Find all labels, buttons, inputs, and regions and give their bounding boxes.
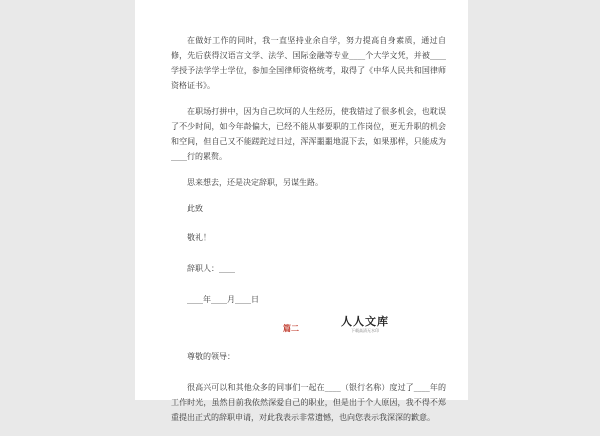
signer-line: 辞职人：____ bbox=[187, 264, 235, 273]
section-two-header bbox=[171, 315, 446, 349]
closing-salutation: 此致 bbox=[187, 204, 203, 213]
renren-wenku-logo bbox=[341, 315, 389, 334]
logo-subtext: 下载高清无水印 bbox=[351, 328, 379, 333]
section-two-title: 篇二 bbox=[283, 323, 299, 333]
document-content bbox=[171, 33, 446, 436]
greeting-line: 尊敬的领导： bbox=[187, 352, 235, 361]
paragraph-self-study: 在做好工作的同时，我一直坚持业余自学，努力提高自身素质，通过自修，先后获得汉语言文学、法学、国际金融等专业____个大学文凭，并被____学授予法学学士学位，参加全国律师资格统考，取得了《中华人民共和国律师资格证书》。 bbox=[171, 36, 446, 90]
paragraph-career: 在职场打拼中，因为自己坎坷的人生经历，使我错过了很多机会，也耽误了不少时间，如今年龄偏大，已经不能从事要职的工作岗位，更无升职的机会和空间，但自己又不能蹉跎过日过，浑浑噩噩地混下去，如果那样，只能成为____行的累赘。 bbox=[171, 107, 446, 161]
paragraph-resignation: 很高兴可以和其他众多的同事们一起在____（银行名称）度过了____年的工作时光，虽然目前我依然深爱自己的职业，但是出于个人原因，我不得不郑重提出正式的辞职申请，对此我表示非常遗憾，也向您表示我深深的歉意。 bbox=[171, 383, 446, 422]
logo-text: 人人文库 bbox=[341, 315, 389, 328]
closing-respect: 敬礼！ bbox=[187, 233, 211, 242]
document-page bbox=[135, 0, 468, 422]
paragraph-decision: 思来想去，还是决定辞职，另谋生路。 bbox=[187, 178, 323, 187]
date-line: ____年____月____日 bbox=[187, 295, 259, 304]
